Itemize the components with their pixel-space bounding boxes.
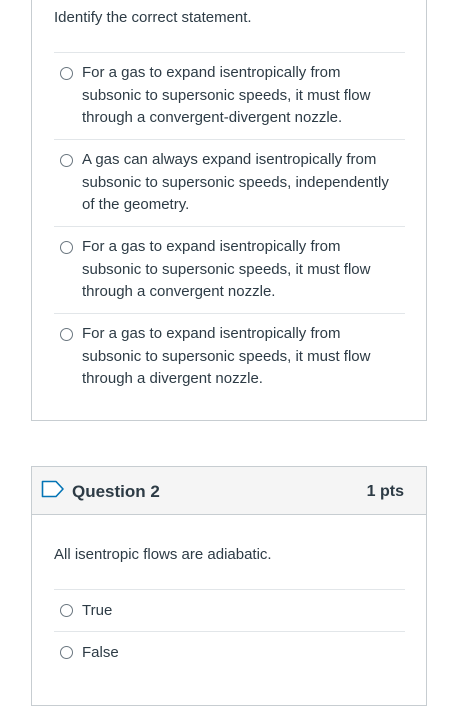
answer-option[interactable] [54, 52, 405, 139]
question-2-header [32, 467, 426, 515]
answer-option[interactable] [54, 589, 405, 631]
flag-question-icon[interactable] [41, 480, 65, 498]
answer-option[interactable] [54, 139, 405, 226]
question-1-prompt: Identify the correct statement. [54, 9, 252, 26]
answer-option[interactable] [54, 226, 405, 313]
question-1-answers [54, 52, 405, 400]
answer-label: For a gas to expand isentropically from subsonic to supersonic speeds, it must flow through a convergent nozzle. [82, 238, 371, 300]
radio-button-icon[interactable] [60, 154, 73, 167]
answer-label: For a gas to expand isentropically from subsonic to supersonic speeds, it must flow through a divergent nozzle. [82, 325, 371, 387]
question-points: 1 pts [366, 483, 404, 500]
question-title: Question 2 [72, 482, 160, 501]
radio-button-icon[interactable] [60, 646, 73, 659]
radio-button-icon[interactable] [60, 67, 73, 80]
question-2-prompt: All isentropic flows are adiabatic. [54, 546, 272, 563]
answer-label: False [82, 644, 119, 661]
radio-button-icon[interactable] [60, 241, 73, 254]
answer-label: For a gas to expand isentropically from subsonic to supersonic speeds, it must flow through a convergent-divergent nozzle. [82, 64, 371, 126]
answer-label: True [82, 602, 113, 619]
question-2-answers [54, 589, 405, 673]
radio-button-icon[interactable] [60, 328, 73, 341]
answer-option[interactable] [54, 631, 405, 673]
radio-button-icon[interactable] [60, 604, 73, 617]
answer-option[interactable] [54, 313, 405, 400]
answer-label: A gas can always expand isentropically from subsonic to supersonic speeds, independently of the geometry. [82, 151, 389, 213]
